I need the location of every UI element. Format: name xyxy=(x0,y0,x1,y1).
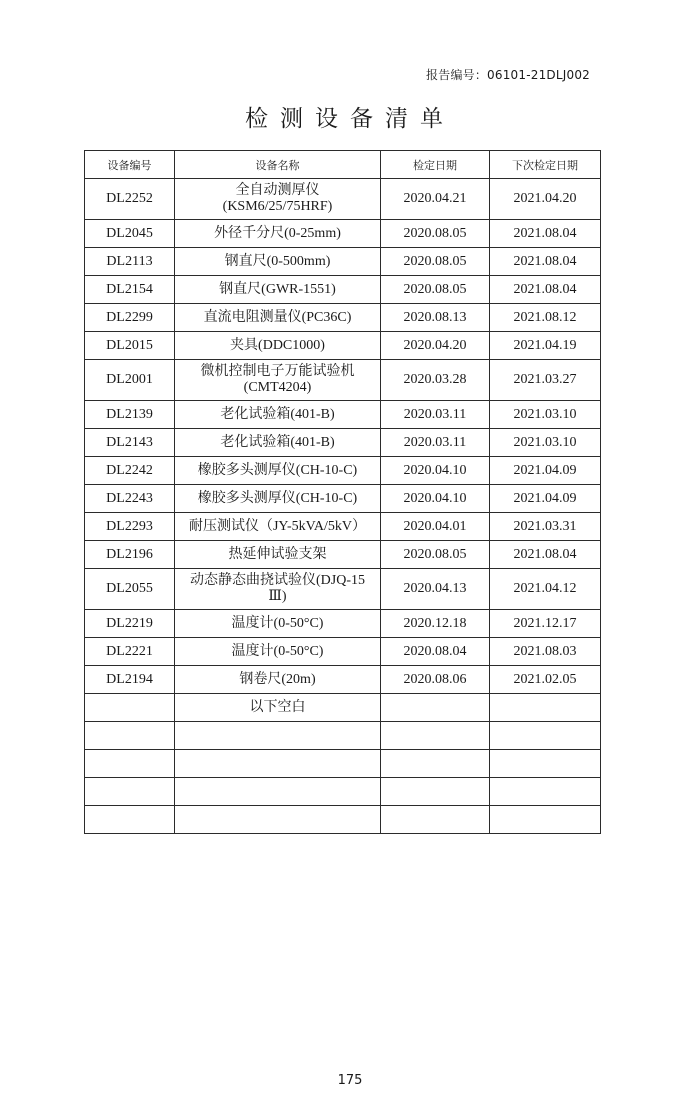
equipment-id: DL2196 xyxy=(85,541,175,569)
next-calibration-date: 2021.08.04 xyxy=(490,276,601,304)
next-calibration-date: 2021.04.12 xyxy=(490,569,601,610)
table-row xyxy=(85,248,601,276)
calibration-date: 2020.03.11 xyxy=(381,401,490,429)
next-calibration-date: 2021.08.03 xyxy=(490,638,601,666)
table-row-blank xyxy=(85,806,601,834)
calibration-date: 2020.04.20 xyxy=(381,332,490,360)
equipment-name: 钢直尺(GWR-1551) xyxy=(175,276,381,304)
table-row xyxy=(85,485,601,513)
equipment-id: DL2243 xyxy=(85,485,175,513)
next-calibration-date: 2021.08.12 xyxy=(490,304,601,332)
equipment-name: 钢直尺(0-500mm) xyxy=(175,248,381,276)
next-calibration-date: 2021.12.17 xyxy=(490,610,601,638)
table-row xyxy=(85,220,601,248)
next-calibration-date: 2021.08.04 xyxy=(490,248,601,276)
equipment-id: DL2221 xyxy=(85,638,175,666)
equipment-table xyxy=(84,150,601,834)
next-calibration-date: 2021.02.05 xyxy=(490,666,601,694)
empty-cell xyxy=(490,722,601,750)
next-calibration-date: 2021.03.27 xyxy=(490,360,601,401)
table-row xyxy=(85,666,601,694)
table-row-blank xyxy=(85,722,601,750)
calibration-date: 2020.03.11 xyxy=(381,429,490,457)
empty-cell xyxy=(381,722,490,750)
next-calibration-date: 2021.03.31 xyxy=(490,513,601,541)
equipment-name: 全自动测厚仪 (KSM6/25/75HRF) xyxy=(175,179,381,220)
calibration-date: 2020.04.10 xyxy=(381,457,490,485)
table-header-row xyxy=(85,151,601,179)
table-row xyxy=(85,513,601,541)
equipment-id: DL2293 xyxy=(85,513,175,541)
table-row-blank xyxy=(85,750,601,778)
equipment-id: DL2139 xyxy=(85,401,175,429)
equipment-name: 夹具(DDC1000) xyxy=(175,332,381,360)
equipment-id: DL2001 xyxy=(85,360,175,401)
next-calibration-date: 2021.04.20 xyxy=(490,179,601,220)
calibration-date: 2020.08.13 xyxy=(381,304,490,332)
empty-cell xyxy=(490,806,601,834)
empty-cell xyxy=(381,778,490,806)
next-calibration-date: 2021.08.04 xyxy=(490,541,601,569)
equipment-name: 老化试验箱(401-B) xyxy=(175,401,381,429)
table-row xyxy=(85,332,601,360)
table-row xyxy=(85,304,601,332)
empty-cell xyxy=(490,694,601,722)
calibration-date: 2020.08.05 xyxy=(381,220,490,248)
equipment-name: 温度计(0-50°C) xyxy=(175,638,381,666)
empty-cell xyxy=(381,806,490,834)
table-row xyxy=(85,179,601,220)
calibration-date: 2020.12.18 xyxy=(381,610,490,638)
empty-cell xyxy=(85,778,175,806)
equipment-id: DL2143 xyxy=(85,429,175,457)
calibration-date: 2020.04.01 xyxy=(381,513,490,541)
next-calibration-date: 2021.04.19 xyxy=(490,332,601,360)
report-number: 报告编号：06101-21DLJ002 xyxy=(426,68,590,82)
table-row xyxy=(85,429,601,457)
equipment-id: DL2299 xyxy=(85,304,175,332)
calibration-date: 2020.03.28 xyxy=(381,360,490,401)
equipment-name: 微机控制电子万能试验机 (CMT4204) xyxy=(175,360,381,401)
table-row xyxy=(85,610,601,638)
empty-cell xyxy=(85,750,175,778)
table-row xyxy=(85,569,601,610)
equipment-id: DL2113 xyxy=(85,248,175,276)
header-next-calibration-date: 下次检定日期 xyxy=(490,151,601,179)
table-row xyxy=(85,360,601,401)
equipment-name: 直流电阻测量仪(PC36C) xyxy=(175,304,381,332)
end-note: 以下空白 xyxy=(175,694,381,722)
table-row-blank xyxy=(85,778,601,806)
header-equipment-id: 设备编号 xyxy=(85,151,175,179)
equipment-name: 外径千分尺(0-25mm) xyxy=(175,220,381,248)
empty-cell xyxy=(381,694,490,722)
calibration-date: 2020.04.10 xyxy=(381,485,490,513)
table-body xyxy=(85,179,601,834)
header-calibration-date: 检定日期 xyxy=(381,151,490,179)
equipment-id: DL2015 xyxy=(85,332,175,360)
table-row xyxy=(85,457,601,485)
next-calibration-date: 2021.04.09 xyxy=(490,485,601,513)
equipment-id: DL2219 xyxy=(85,610,175,638)
empty-cell xyxy=(85,806,175,834)
document-title: 检测设备清单 xyxy=(245,106,455,132)
table-row xyxy=(85,638,601,666)
empty-cell xyxy=(490,750,601,778)
empty-cell xyxy=(175,778,381,806)
next-calibration-date: 2021.03.10 xyxy=(490,429,601,457)
equipment-id: DL2045 xyxy=(85,220,175,248)
table-row xyxy=(85,401,601,429)
equipment-id: DL2154 xyxy=(85,276,175,304)
calibration-date: 2020.04.21 xyxy=(381,179,490,220)
calibration-date: 2020.08.05 xyxy=(381,541,490,569)
calibration-date: 2020.08.04 xyxy=(381,638,490,666)
table-row xyxy=(85,276,601,304)
next-calibration-date: 2021.04.09 xyxy=(490,457,601,485)
equipment-name: 耐压测试仪（JY-5kVA/5kV） xyxy=(175,513,381,541)
calibration-date: 2020.04.13 xyxy=(381,569,490,610)
empty-cell xyxy=(381,750,490,778)
equipment-name: 动态静态曲挠试验仪(DJQ-15 Ⅲ) xyxy=(175,569,381,610)
empty-cell xyxy=(175,722,381,750)
next-calibration-date: 2021.03.10 xyxy=(490,401,601,429)
equipment-name: 橡胶多头测厚仪(CH-10-C) xyxy=(175,485,381,513)
calibration-date: 2020.08.06 xyxy=(381,666,490,694)
equipment-name: 热延伸试验支架 xyxy=(175,541,381,569)
equipment-name: 温度计(0-50°C) xyxy=(175,610,381,638)
table-row xyxy=(85,541,601,569)
equipment-name: 钢卷尺(20m) xyxy=(175,666,381,694)
empty-cell xyxy=(175,806,381,834)
table-row-end-note xyxy=(85,694,601,722)
calibration-date: 2020.08.05 xyxy=(381,276,490,304)
empty-cell xyxy=(175,750,381,778)
calibration-date: 2020.08.05 xyxy=(381,248,490,276)
equipment-name: 橡胶多头测厚仪(CH-10-C) xyxy=(175,457,381,485)
equipment-id: DL2242 xyxy=(85,457,175,485)
empty-cell xyxy=(85,722,175,750)
equipment-name: 老化试验箱(401-B) xyxy=(175,429,381,457)
equipment-id: DL2194 xyxy=(85,666,175,694)
equipment-id: DL2055 xyxy=(85,569,175,610)
equipment-id: DL2252 xyxy=(85,179,175,220)
empty-cell xyxy=(490,778,601,806)
next-calibration-date: 2021.08.04 xyxy=(490,220,601,248)
header-equipment-name: 设备名称 xyxy=(175,151,381,179)
page-number: 175 xyxy=(337,1073,363,1088)
empty-cell xyxy=(85,694,175,722)
